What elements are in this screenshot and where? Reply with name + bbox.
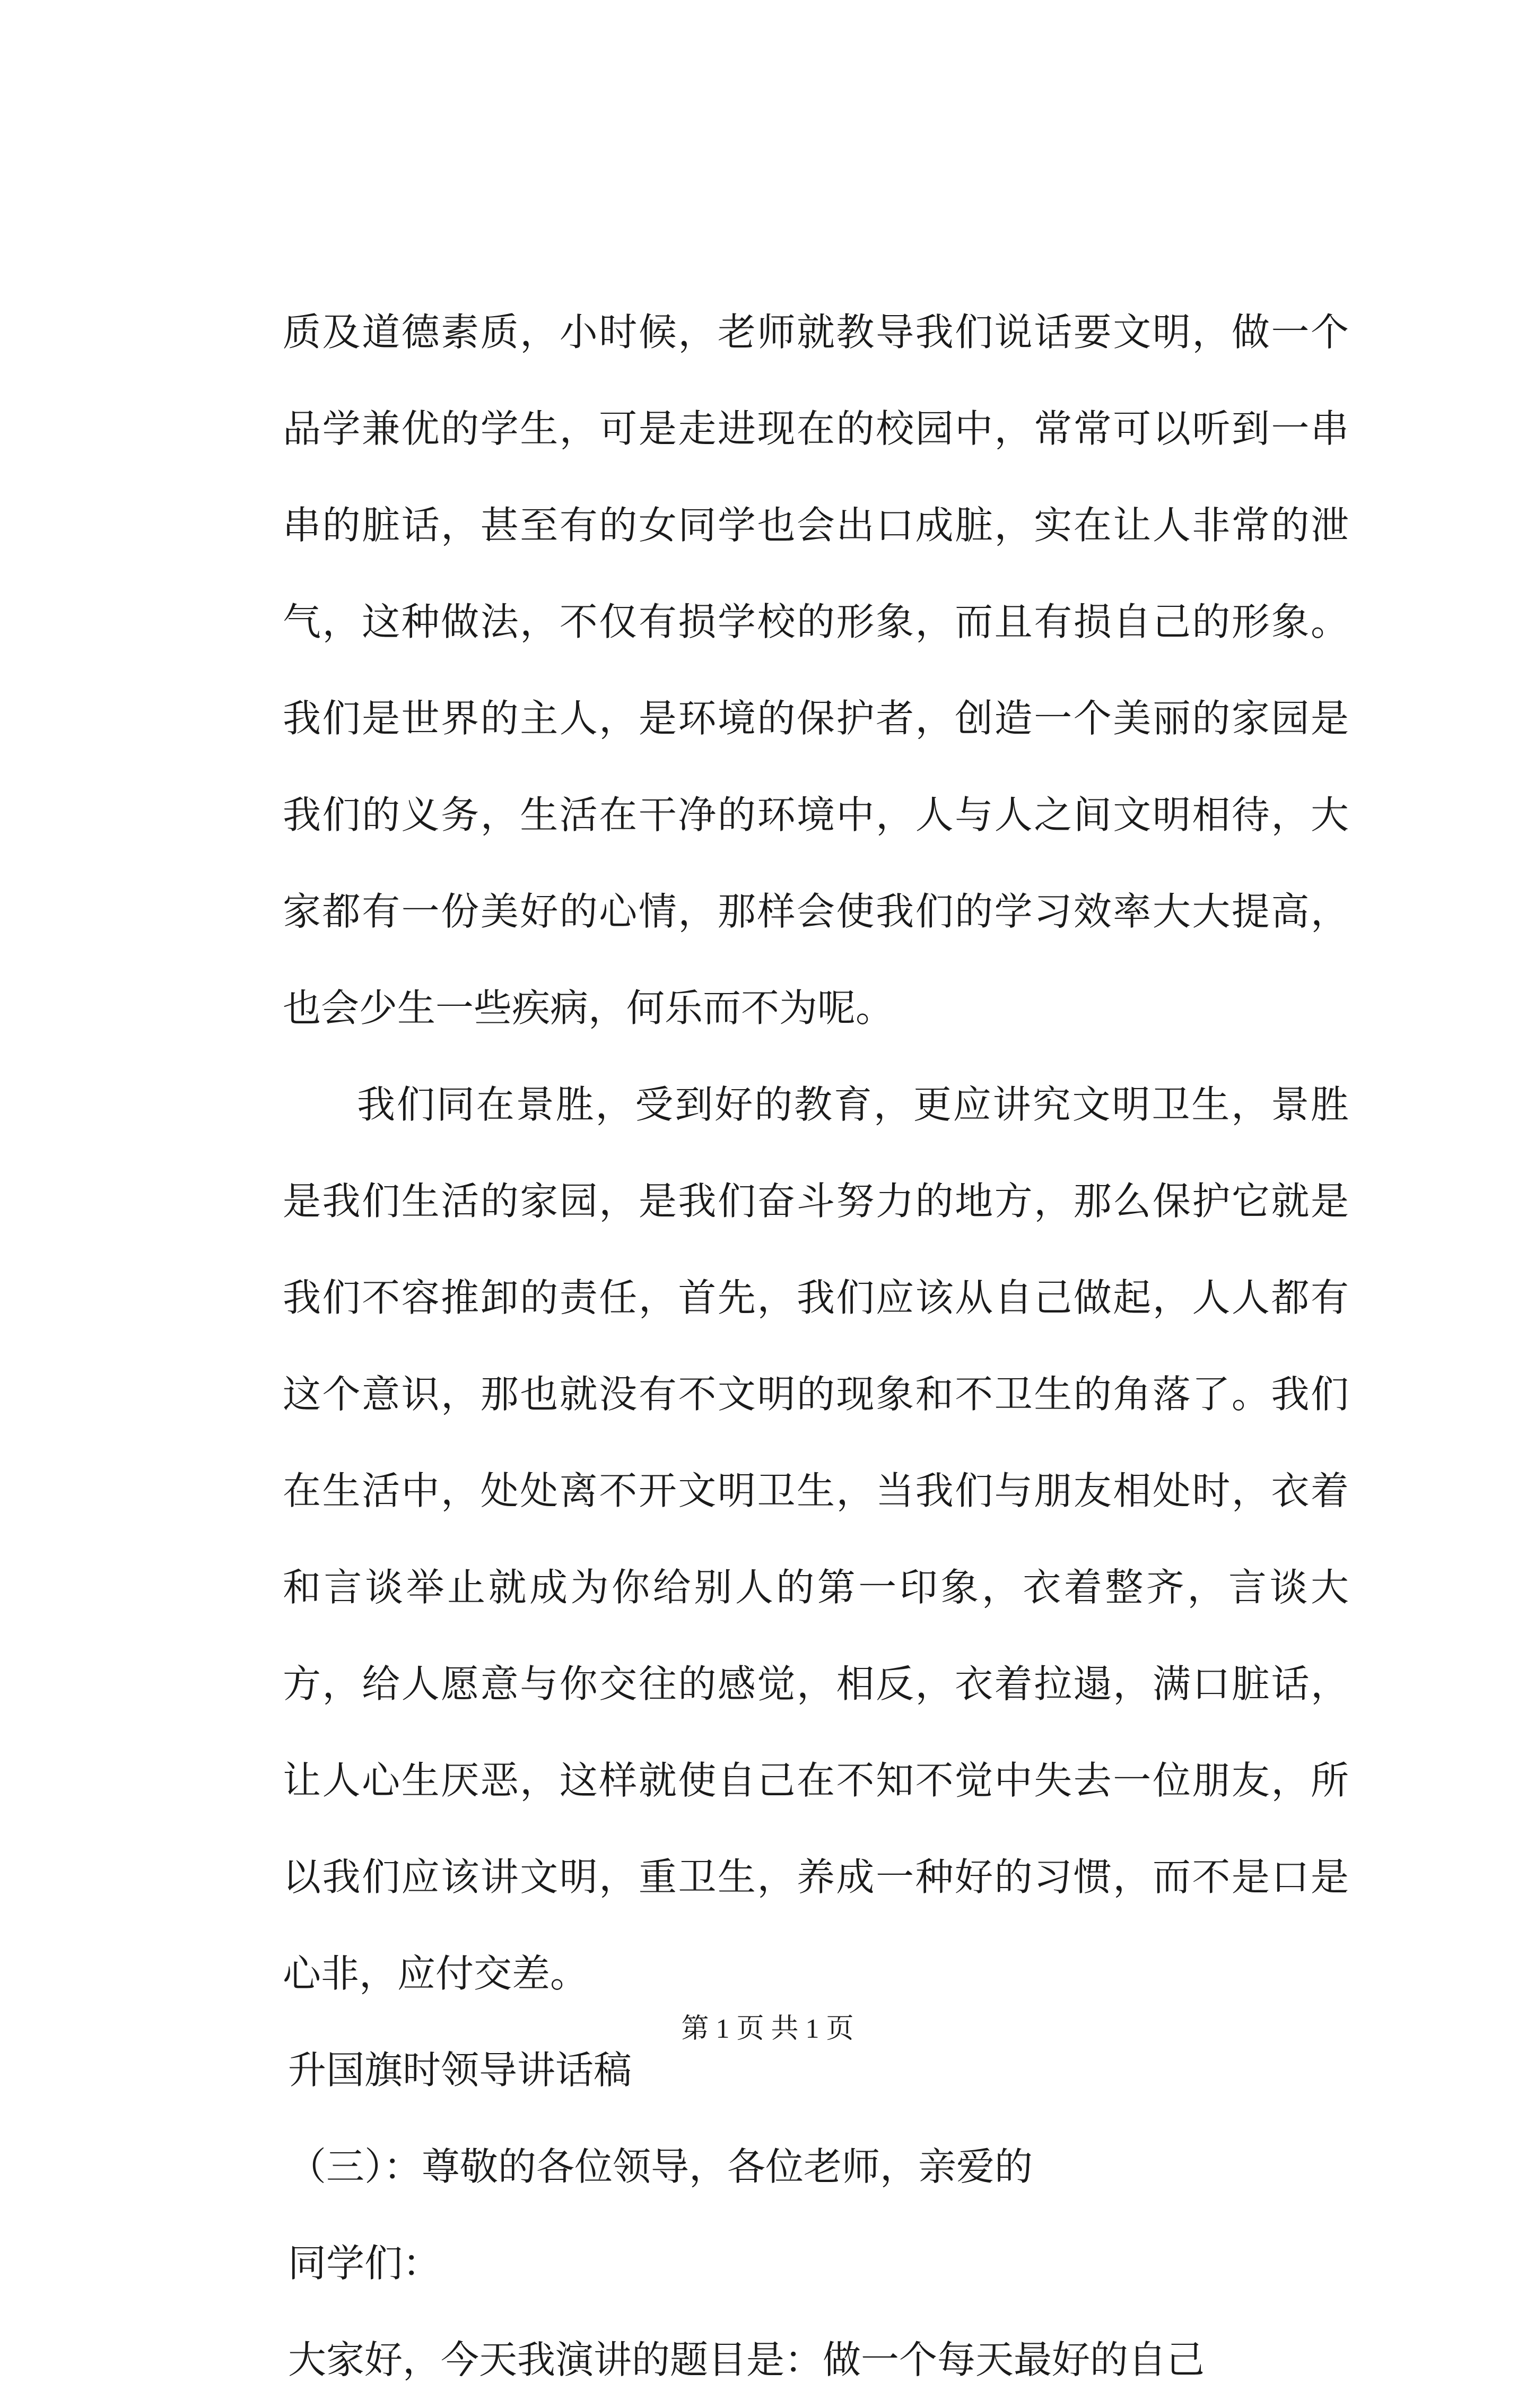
document-body [283, 284, 1349, 2408]
paragraph-1: 质及道德素质，小时候，老师就教导我们说话要文明，做一个品学兼优的学生，可是走进现在的校园中，常常可以听到一串串的脏话，甚至有的女同学也会出口成脏，实在让人非常的泄气，这种做法，不仅有损学校的形象，而且有损自己的形象。我们是世界的主人，是环境的保护者，创造一个美丽的家园是我们的义务，生活在干净的环境中，人与人之间文明相待，大家都有一份美好的心情，那样会使我们的学习效率大大提高，也会少生一些疾病，何乐而不为呢。 [283, 310, 1349, 1030]
paragraph-2: 我们同在景胜，受到好的教育，更应讲究文明卫生，景胜是我们生活的家园，是我们奋斗努力的地方，那么保护它就是我们不容推卸的责任，首先，我们应该从自己做起，人人都有这个意识，那也就没有不文明的现象和不卫生的角落了。我们在生活中，处处离不开文明卫生，当我们与朋友相处时，衣着和言谈举止就成为你给别人的第一印象，衣着整齐，言谈大方，给人愿意与你交往的感觉，相反，衣着拉遢，满口脏话，让人心生厌恶，这样就使自己在不知不觉中失去一位朋友，所以我们应该讲文明，重卫生，养成一种好的习惯，而不是口是心非，应付交差。 [283, 1082, 1349, 1996]
page-number-footer: 第 1 页 共 1 页 [681, 2014, 854, 2044]
salutation-continuation: 同学们： [288, 2241, 441, 2285]
speech-opening: 大家好，今天我演讲的题目是：做一个每天最好的自己 [288, 2337, 1205, 2382]
salutation-line: （三）：尊敬的各位领导，各位老师，亲爱的 [288, 2144, 1033, 2189]
speech-title: 升国旗时领导讲话稿 [288, 2048, 632, 2092]
